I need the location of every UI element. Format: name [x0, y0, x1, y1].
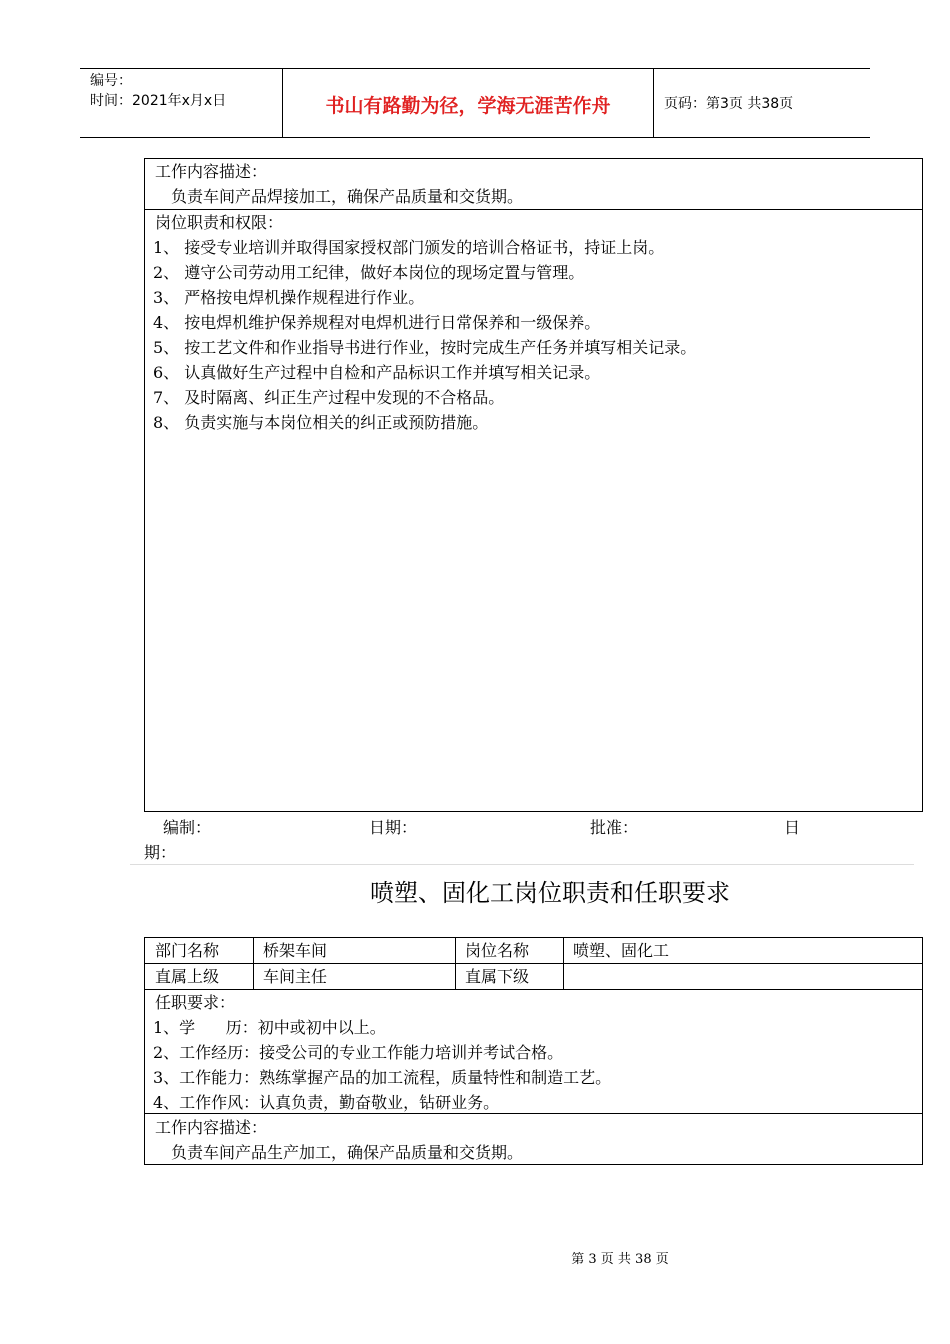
superior-value: 车间主任	[263, 967, 328, 986]
row-divider	[145, 1113, 922, 1114]
time-label: 时间：2021年x月x日	[90, 93, 227, 109]
req-item: 2、工作经历：接受公司的专业工作能力培训并考试合格。	[153, 1043, 564, 1062]
duties-table	[144, 158, 923, 812]
duty-item: 8、 负责实施与本岗位相关的纠正或预防措施。	[153, 413, 489, 432]
req-title: 任职要求：	[155, 993, 236, 1012]
page-info: 页码：第3页 共38页	[664, 96, 794, 112]
req-item: 4、工作作风：认真负责，勤奋敬业，钻研业务。	[153, 1093, 500, 1112]
date2-label-a: 日	[784, 818, 801, 837]
page-header	[80, 68, 870, 138]
superior-label: 直属上级	[155, 967, 220, 986]
requirements-table	[144, 937, 923, 1165]
dept-label: 部门名称	[155, 941, 220, 960]
duty-item: 2、 遵守公司劳动用工纪律，做好本岗位的现场定置与管理。	[153, 263, 585, 282]
duty-item: 4、 按电焊机维护保养规程对电焊机进行日常保养和一级保养。	[153, 313, 601, 332]
post-label: 岗位名称	[465, 941, 530, 960]
page-divider	[130, 864, 914, 865]
subordinate-label: 直属下级	[465, 967, 530, 986]
req-item: 3、工作能力：熟练掌握产品的加工流程，质量特性和制造工艺。	[153, 1068, 612, 1087]
duty-item: 7、 及时隔离、纠正生产过程中发现的不合格品。	[153, 388, 505, 407]
motto: 书山有路勤为径，学海无涯苦作舟	[325, 95, 611, 117]
dept-value: 桥架车间	[263, 941, 328, 960]
date-label: 日期：	[369, 818, 418, 837]
desc-text-2: 负责车间产品生产加工，确保产品质量和交货期。	[171, 1143, 524, 1162]
duty-item: 3、 严格按电焊机操作规程进行作业。	[153, 288, 425, 307]
req-item: 1、学 历：初中或初中以上。	[153, 1018, 386, 1037]
duty-item: 6、 认真做好生产过程中自检和产品标识工作并填写相关记录。	[153, 363, 601, 382]
duty-item: 1、 接受专业培训并取得国家授权部门颁发的培训合格证书，持证上岗。	[153, 238, 665, 257]
edit-label: 编制：	[163, 818, 212, 837]
duty-title: 岗位职责和权限：	[155, 213, 284, 232]
row-divider	[145, 209, 922, 210]
section-title: 喷塑、固化工岗位职责和任职要求	[370, 879, 730, 907]
date2-label-b: 期：	[144, 843, 177, 862]
duty-item: 5、 按工艺文件和作业指导书进行作业，按时完成生产任务并填写相关记录。	[153, 338, 697, 357]
number-label: 编号：	[90, 73, 132, 89]
row-divider	[145, 989, 922, 990]
header-meta	[80, 69, 283, 137]
post-value: 喷塑、固化工	[573, 941, 670, 960]
header-page-cell	[654, 69, 870, 137]
desc-title: 工作内容描述：	[155, 162, 268, 181]
header-motto-cell	[283, 69, 654, 137]
desc-title-2: 工作内容描述：	[155, 1118, 268, 1137]
row-divider	[145, 963, 922, 964]
approve-label: 批准：	[590, 818, 639, 837]
page-footer: 第 3 页 共 38 页	[571, 1252, 669, 1267]
desc-text: 负责车间产品焊接加工，确保产品质量和交货期。	[171, 187, 524, 206]
